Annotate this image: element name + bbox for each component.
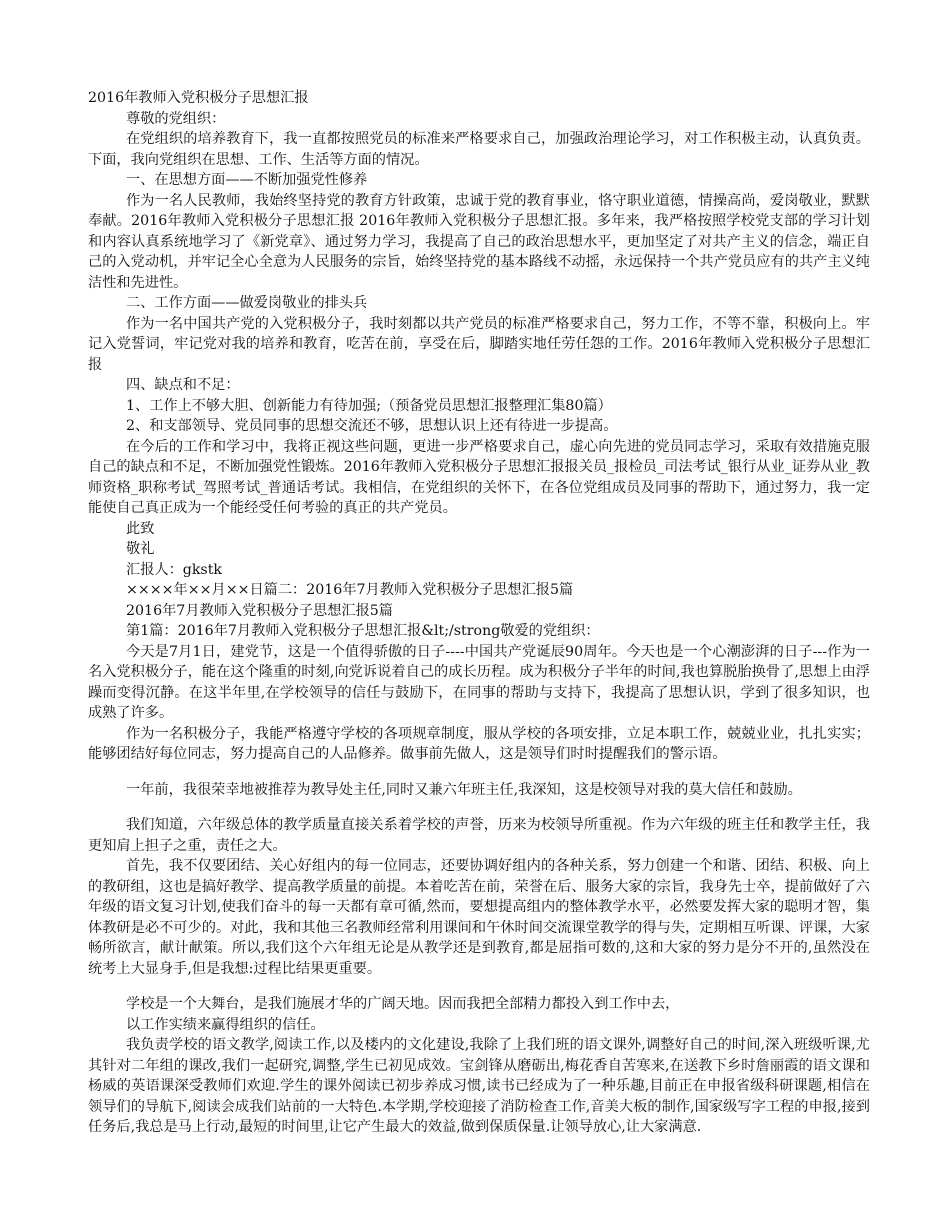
- paragraph-intro: 在党组织的培养教育下，我一直都按照党员的标准来严格要求自己，加强政治理论学习，对工作积极主动，认真负责。下面，我向党组织在思想、工作、生活等方面的情况。: [88, 131, 870, 168]
- signature: 汇报人：gkstk: [126, 561, 223, 578]
- article-heading: 第1篇：2016年7月教师入党积极分子思想汇报&lt;/strong敬爱的党组织：: [126, 623, 600, 639]
- paragraph-grade-six: 我们知道，六年级总体的教学质量直接关系着学校的声誉，历来为校领导所重视。作为六年级的班主任和教学主任，我更知肩上担子之重，责任之大。: [88, 817, 870, 854]
- shortcoming-item: 1、工作上不够大胆、创新能力有待加强;（预备党员思想汇报整理汇集80篇）: [126, 397, 612, 414]
- closing-line: 敬礼: [126, 541, 155, 557]
- paragraph-work: 作为一名中国共产党的入党积极分子，我时刻都以共产党员的标准严格要求自己，努力工作，不等不靠，积极向上。牢记入党誓词，牢记党对我的培养和教育，吃苦在前，享受在后，脚踏实地任劳任怨的工作。2016年教师入党积极分子思想汇报: [88, 315, 870, 373]
- document-title: 2016年教师入党积极分子思想汇报: [88, 90, 309, 106]
- section-heading-shortcomings: 四、缺点和不足：: [126, 377, 240, 393]
- section-heading-thought: 一、在思想方面——不断加强党性修养: [126, 172, 368, 188]
- paragraph-discipline: 作为一名积极分子，我能严格遵守学校的各项规章制度，服从学校的各项安排，立足本职工作，兢兢业业，扎扎实实；能够团结好每位同志，努力提高自己的人品修养。做事前先做人，这是领导们时时提醒我们的警示语。: [88, 725, 870, 762]
- paragraph-stage: 学校是一个大舞台，是我们施展才华的广阔天地。因而我把全部精力都投入到工作中去，: [126, 996, 680, 1012]
- paragraph-party-day: 今天是7月1日，建党节，这是一个值得骄傲的日子----中国共产党诞辰90周年。今天也是一个心潮澎湃的日子---作为一名入党积极分子，能在这个隆重的时刻,向党诉说着自己的成长历程。成为积极分子半年的时间,我也算脱胎换骨了,思想上由浮躁而变得沉静。在这半年里,在学校领导的信任与鼓励下，在同事的帮助与支持下，我提高了思想认识，学到了很多知识，也成熟了许多。: [88, 643, 870, 721]
- paragraph-promotion: 一年前，我很荣幸地被推荐为教导处主任,同时又兼六年班主任,我深知，这是校领导对我的莫大信任和鼓励。: [126, 781, 802, 798]
- salutation: 尊敬的党组织：: [126, 110, 226, 127]
- paragraph-thought: 作为一名人民教师，我始终坚持党的教育方针政策，忠诚于党的教育事业，恪守职业道德，情操高尚，爱岗敬业，默默奉献。2016年教师入党积极分子思想汇报 2016年教师入党积极分子思想汇报。多年来，我严格按照学校党支部的学习计划和内容认真系统地学习了《新党章》、通过努力学习，我提高了自己的政治思想水平，更加坚定了对共产主义的信念，端正自己的入党动机，并牢记全心全意为人民服务的宗旨，始终坚持党的基本路线不动摇，永远保持一个共产党员应有的共产主义纯洁性和先进性。: [88, 192, 870, 291]
- paragraph-future: 在今后的工作和学习中，我将正视这些问题，更进一步严格要求自己，虚心向先进的党员同志学习，采取有效措施克服自己的缺点和不足，不断加强党性锻炼。2016年教师入党积极分子思想汇报报关员_报检员_司法考试_银行从业_证券从业_教师资格_职称考试_驾照考试_普通话考试。我相信，在党组织的关怀下，在各位党组成员及同事的帮助下，通过努力，我一定能使自己真正成为一个能经受任何考验的真正的共产党员。: [88, 438, 870, 516]
- shortcoming-item: 2、和支部领导、党员同事的思想交流还不够，思想认识上还有待进一步提高。: [126, 418, 618, 434]
- subtitle: 2016年7月教师入党积极分子思想汇报5篇: [126, 602, 393, 619]
- section-heading-work: 二、工作方面——做爱岗敬业的排头兵: [126, 295, 368, 311]
- paragraph-responsibilities: 我负责学校的语文教学,阅读工作,以及楼内的文化建设,我除了上我们班的语文课外,调整好自己的时间,深入班级听课,尤其针对二年组的课改,我们一起研究,调整,学生已初见成效。宝剑锋从磨砺出,梅花香自苦寒来,在送教下乡时詹丽霞的语文课和杨威的英语课深受教师们欢迎.学生的课外阅读已初步养成习惯,读书已经成为了一种乐趣,目前正在申报省级科研课题,相信在领导们的导航下,阅读会成我们站前的一大特色.本学期,学校迎接了消防检查工作,音美大板的制作,国家级写字工程的申报,接到任务后,我总是马上行动,最短的时间里,让它产生最大的效益,做到保质保量.让领导放心,让大家满意.: [88, 1037, 870, 1135]
- paragraph-teamwork: 首先，我不仅要团结、关心好组内的每一位同志，还要协调好组内的各种关系，努力创建一个和谐、团结、积极、向上的教研组，这也是搞好教学、提高教学质量的前提。本着吃苦在前，荣誉在后、服务大家的宗旨，我身先士卒，提前做好了六年级的语文复习计划,使我们奋斗的每一天都有章可循,然而，要想提高组内的整体教学水平，必然要发挥大家的聪明才智，集体教研是必不可少的。对此，我和其他三名教师经常利用课间和午休时间交流课堂教学的得与失，定期相互听课、评课，大家畅所欲言，献计献策。所以,我们这个六年组无论是从教学还是到教育,都是屈指可数的,这和大家的努力是分不开的,虽然没在统考上大显身手,但是我想:过程比结果更重要。: [88, 858, 870, 977]
- document-page: [88, 88, 870, 1138]
- closing-line: 此致: [126, 520, 155, 537]
- date-line: ××××年××月××日篇二：2016年7月教师入党积极分子思想汇报5篇: [126, 582, 574, 598]
- paragraph-trust: 以工作实绩来赢得组织的信任。: [126, 1016, 325, 1033]
